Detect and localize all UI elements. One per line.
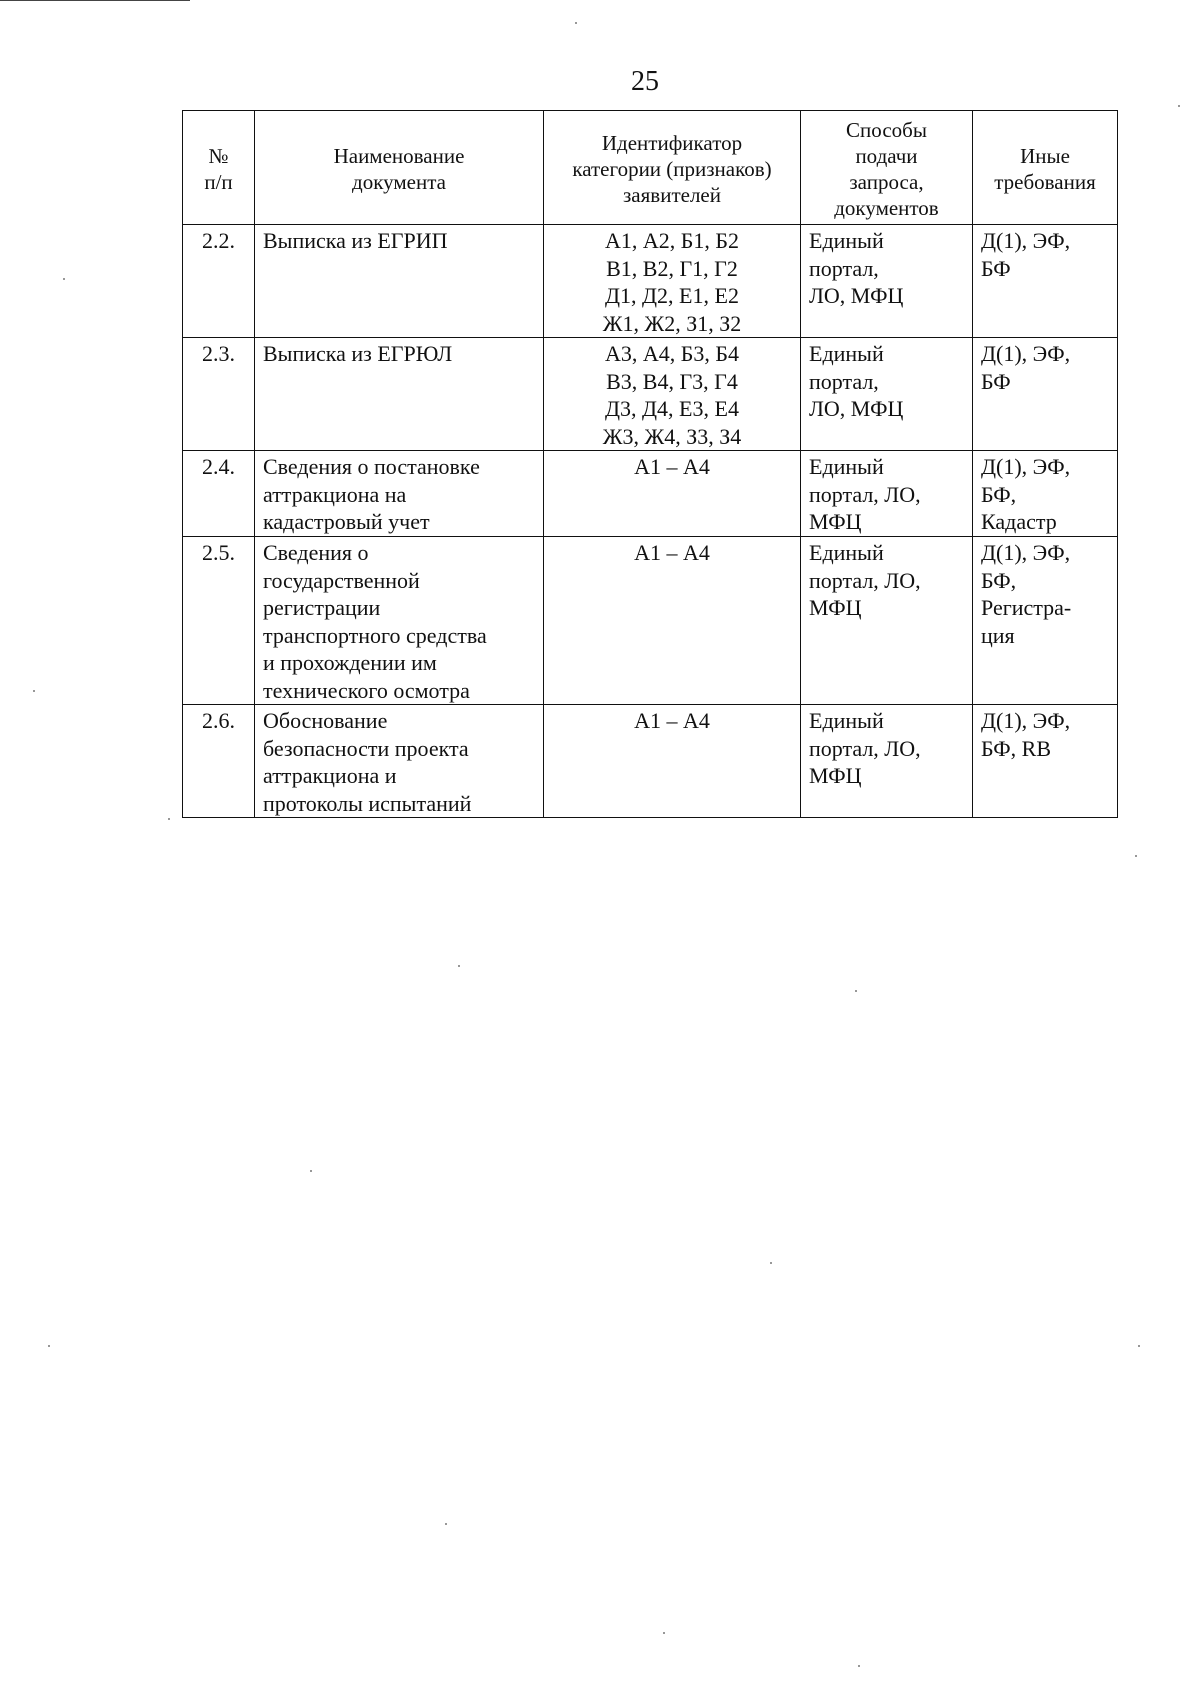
cell-num: 2.4. xyxy=(183,451,255,537)
scan-speck xyxy=(445,1523,447,1525)
cell-name: Сведения о государственной регистрации транспортного средства и прохождении им технического осмотра xyxy=(255,537,544,705)
cell-requirements: Д(1), ЭФ, БФ, Кадастр xyxy=(973,451,1118,537)
scan-speck xyxy=(1178,105,1180,107)
cell-num: 2.3. xyxy=(183,338,255,451)
cell-name: Обоснование безопасности проекта аттракциона и протоколы испытаний xyxy=(255,705,544,818)
scan-edge-line xyxy=(0,0,190,1)
cell-requirements: Д(1), ЭФ, БФ xyxy=(973,338,1118,451)
table-row xyxy=(183,225,1118,338)
page-number: 25 xyxy=(631,66,659,97)
cell-methods: Единый портал, ЛО, МФЦ xyxy=(801,225,973,338)
cell-num: 2.2. xyxy=(183,225,255,338)
scan-speck xyxy=(33,690,35,692)
header-num: № п/п xyxy=(183,111,255,225)
cell-name: Сведения о постановке аттракциона на кадастровый учет xyxy=(255,451,544,537)
scan-speck xyxy=(1135,855,1137,857)
cell-methods: Единый портал, ЛО, МФЦ xyxy=(801,338,973,451)
scan-speck xyxy=(855,990,857,992)
cell-methods: Единый портал, ЛО, МФЦ xyxy=(801,537,973,705)
header-methods: Способы подачи запроса, документов xyxy=(801,111,973,225)
cell-requirements: Д(1), ЭФ, БФ, Регистра- ция xyxy=(973,537,1118,705)
cell-methods: Единый портал, ЛО, МФЦ xyxy=(801,451,973,537)
scan-speck xyxy=(48,1345,50,1347)
scan-speck xyxy=(663,1632,665,1634)
scan-speck xyxy=(858,1665,860,1667)
scan-speck xyxy=(310,1170,312,1172)
cell-identifier: А1 – А4 xyxy=(544,451,801,537)
cell-identifier: А1, А2, Б1, Б2 В1, В2, Г1, Г2 Д1, Д2, Е1, Е2 Ж1, Ж2, З1, З2 xyxy=(544,225,801,338)
header-requirements: Иные требования xyxy=(973,111,1118,225)
cell-requirements: Д(1), ЭФ, БФ, RB xyxy=(973,705,1118,818)
header-name: Наименование документа xyxy=(255,111,544,225)
cell-identifier: А3, А4, Б3, Б4 В3, В4, Г3, Г4 Д3, Д4, Е3, Е4 Ж3, Ж4, З3, З4 xyxy=(544,338,801,451)
table-row xyxy=(183,537,1118,705)
scan-speck xyxy=(63,278,65,280)
table-row xyxy=(183,705,1118,818)
scan-speck xyxy=(168,818,170,820)
scan-speck xyxy=(770,1262,772,1264)
table-header-row xyxy=(183,111,1118,225)
table-row xyxy=(183,451,1118,537)
scan-speck xyxy=(1138,1345,1140,1347)
cell-requirements: Д(1), ЭФ, БФ xyxy=(973,225,1118,338)
cell-methods: Единый портал, ЛО, МФЦ xyxy=(801,705,973,818)
scan-speck xyxy=(458,965,460,967)
cell-name: Выписка из ЕГРИП xyxy=(255,225,544,338)
cell-num: 2.5. xyxy=(183,537,255,705)
table-row xyxy=(183,338,1118,451)
scan-speck xyxy=(575,22,577,24)
cell-identifier: А1 – А4 xyxy=(544,705,801,818)
cell-name: Выписка из ЕГРЮЛ xyxy=(255,338,544,451)
cell-num: 2.6. xyxy=(183,705,255,818)
documents-table xyxy=(182,110,1118,818)
header-identifier: Идентификатор категории (признаков) заявителей xyxy=(544,111,801,225)
cell-identifier: А1 – А4 xyxy=(544,537,801,705)
